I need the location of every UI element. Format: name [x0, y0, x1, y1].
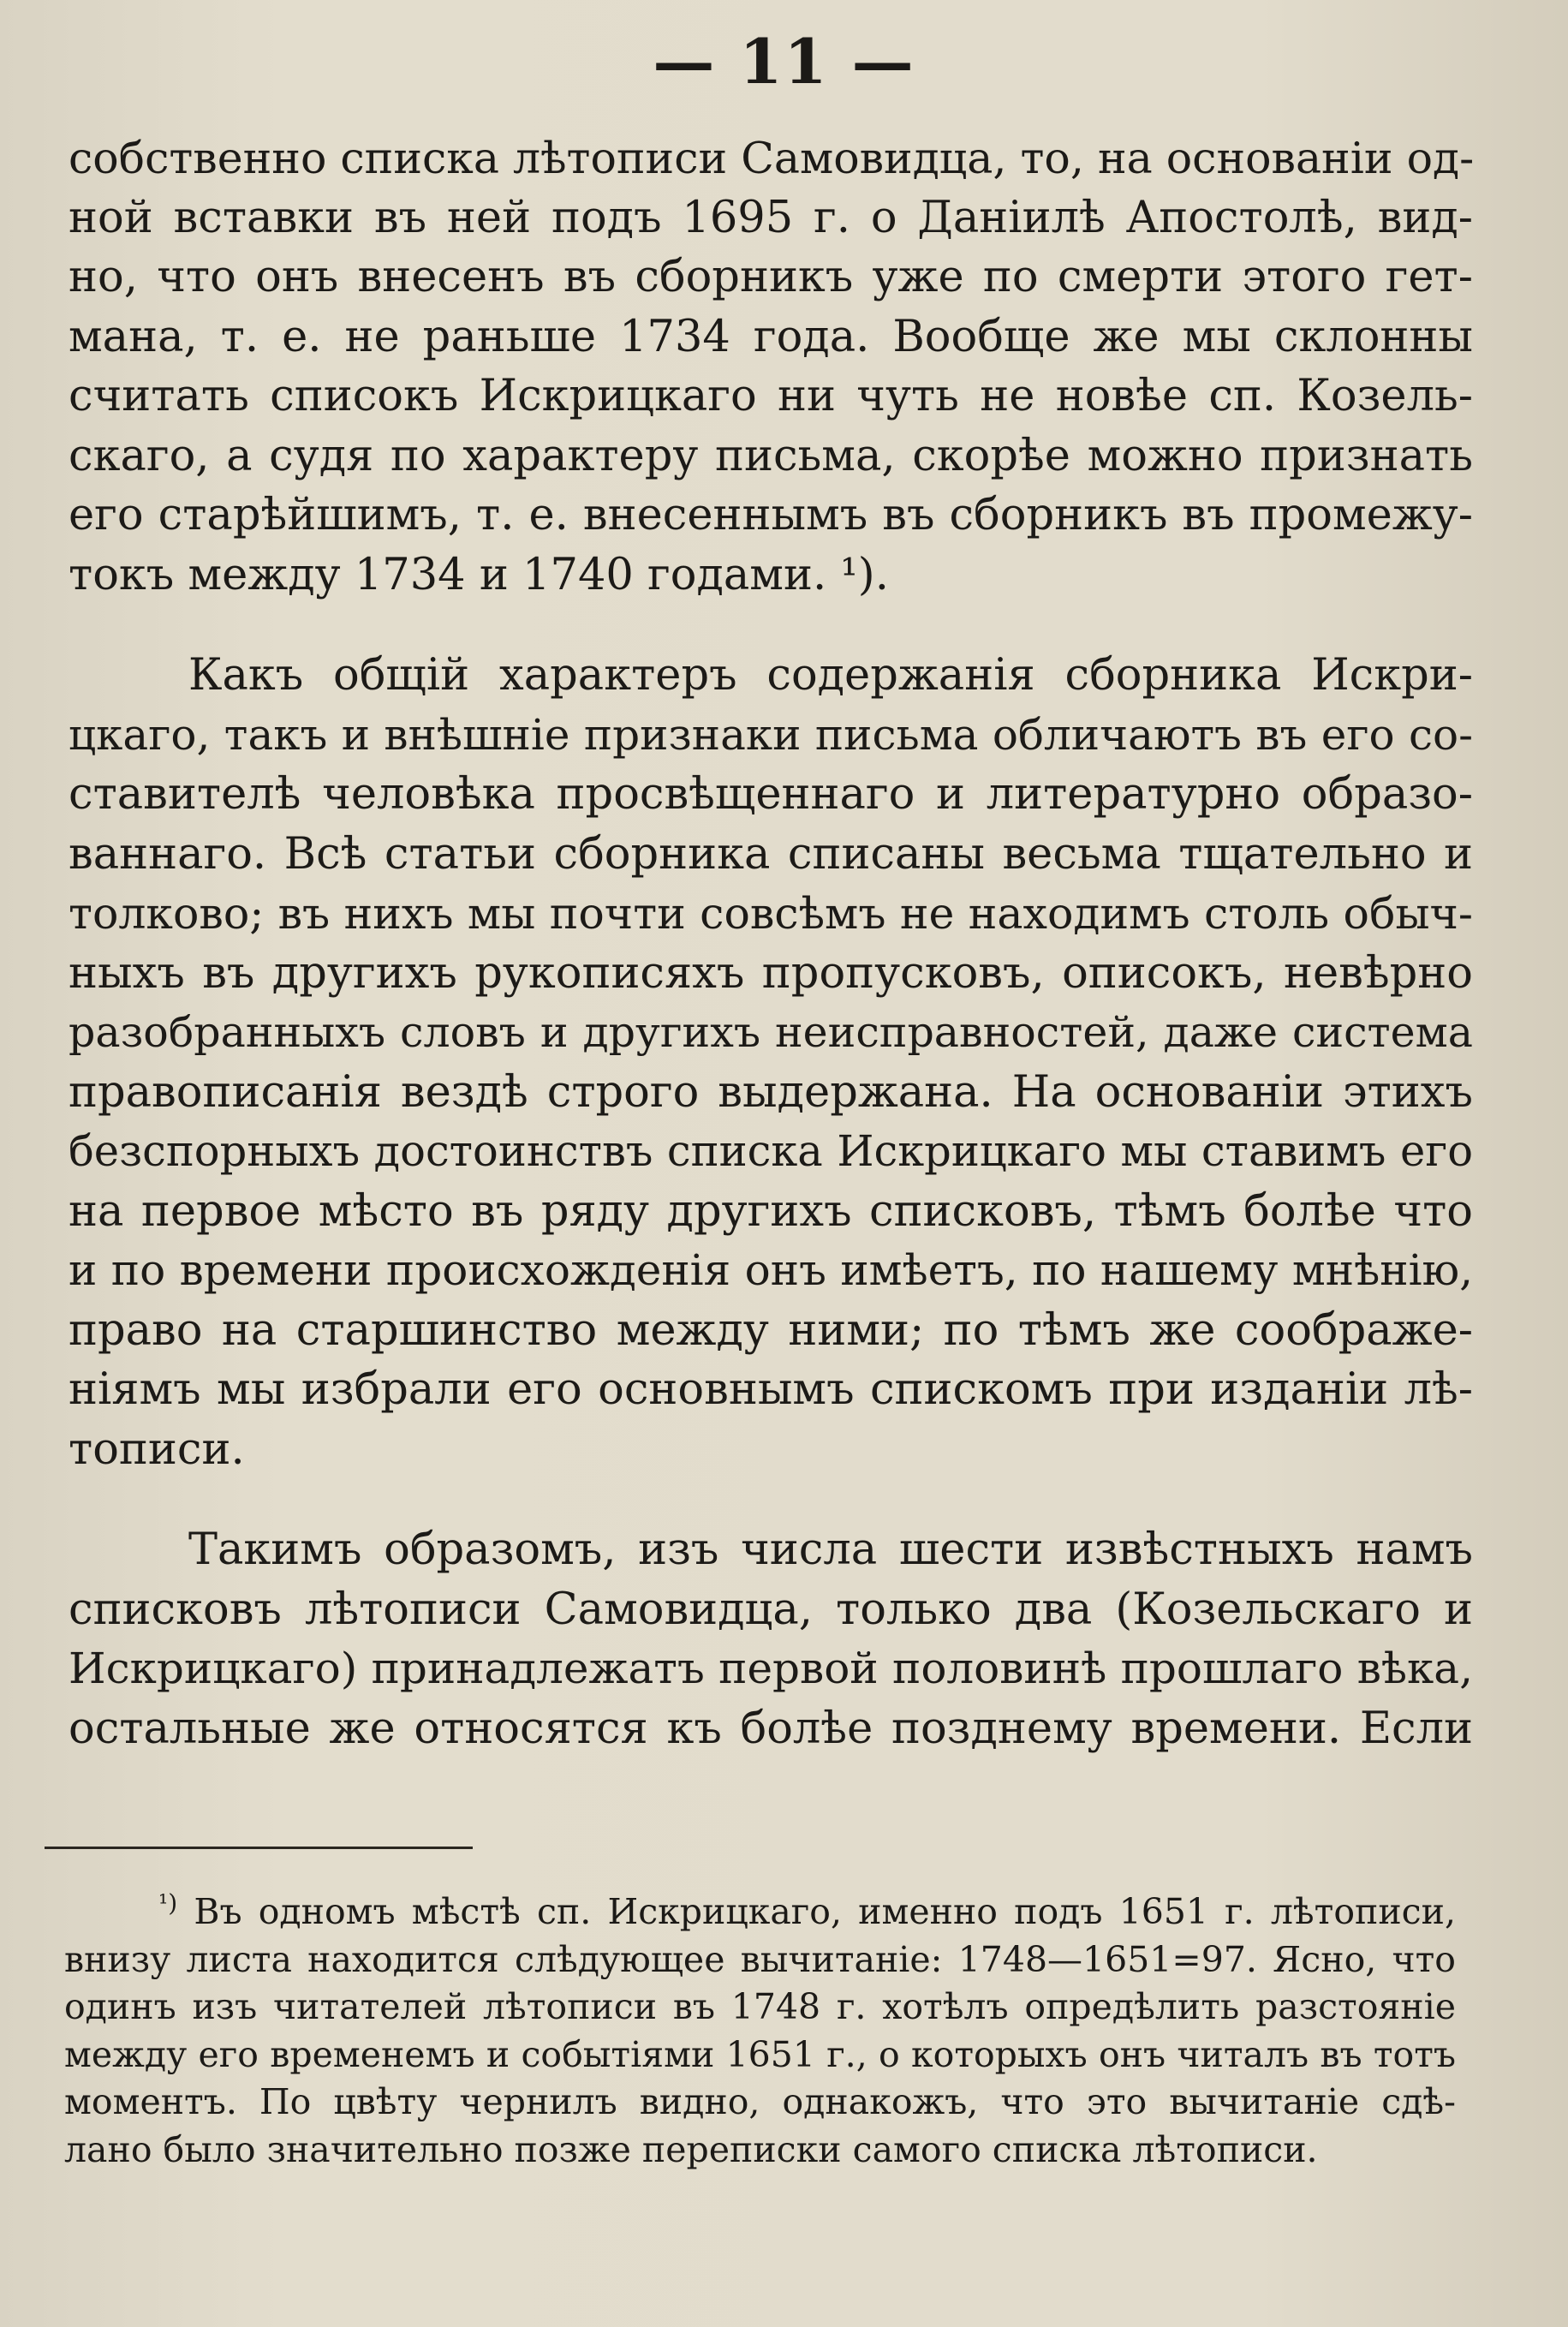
paragraph-2-line-9: безспорныхъ достоинствъ списка Искрицкаго мы ставимъ его — [69, 1126, 1473, 1176]
page-number: — 11 — — [653, 25, 915, 98]
footnote-line-1 — [64, 1888, 1456, 1936]
paragraph-2-line-14: тописи. — [69, 1423, 245, 1475]
paragraph-1-line-2: ной вставки въ ней подъ 1695 г. о Даніилѣ Апостолѣ, вид- — [69, 192, 1473, 243]
paragraph-2-line-2: цкаго, такъ и внѣшніе признаки письма обличаютъ въ его со- — [69, 709, 1473, 760]
footnote-marker: ¹) — [158, 1888, 178, 1918]
paragraph-3-line-3: Искрицкаго) принадлежатъ первой половинѣ прошлаго вѣка, — [69, 1644, 1473, 1693]
footnote-rule — [45, 1847, 473, 1849]
paragraph-3-line-2: списковъ лѣтописи Самовидца, только два (Козельскаго и — [69, 1584, 1473, 1635]
footnote-line-1-text: Въ одномъ мѣстѣ сп. Искрицкаго, именно подъ 1651 г. лѣтописи, — [194, 1891, 1456, 1932]
paragraph-2-line-6: ныхъ въ другихъ рукописяхъ пропусковъ, описокъ, невѣрно — [69, 947, 1473, 999]
paragraph-2-line-7: разобранныхъ словъ и другихъ неисправностей, даже система — [69, 1008, 1473, 1057]
paragraph-2-line-10: на первое мѣсто въ ряду другихъ списковъ, тѣмъ болѣе что — [69, 1185, 1473, 1237]
paragraph-2-line-4: ваннаго. Всѣ статьи сборника списаны весьма тщательно и — [69, 828, 1473, 880]
footnote-line-3: одинъ изъ читателей лѣтописи въ 1748 г. хотѣлъ опредѣлить разстояніе — [64, 1986, 1456, 2027]
paragraph-1-line-5: считать списокъ Искрицкаго ни чуть не новѣе сп. Козель- — [69, 371, 1473, 421]
footnote-line-2: внизу листа находится слѣдующее вычитаніе: 1748—1651=97. Ясно, что — [64, 1938, 1456, 1980]
paragraph-1-line-1: собственно списка лѣтописи Самовидца, то, на основаніи од- — [69, 133, 1475, 183]
paragraph-2-line-12: право на старшинство между ними; по тѣмъ же соображе- — [69, 1304, 1473, 1356]
paragraph-2-line-8: правописанія вездѣ строго выдержана. На основаніи этихъ — [69, 1066, 1473, 1118]
paragraph-1-line-4: мана, т. е. не раньше 1734 года. Вообще же мы склонны — [69, 311, 1473, 362]
body-text — [69, 128, 1473, 1758]
paragraph-3-line-4: остальные же относятся къ болѣе позднему времени. Если — [69, 1703, 1473, 1754]
footnote-line-4: между его временемъ и событіями 1651 г., о которыхъ онъ читалъ въ тотъ — [64, 2033, 1456, 2075]
footnote-line-6: лано было значительно позже переписки самого списка лѣтописи. — [64, 2128, 1318, 2170]
footnote — [64, 1888, 1456, 2174]
paragraph-1-line-8: токъ между 1734 и 1740 годами. ¹). — [69, 549, 889, 600]
paragraph-2-line-5: толково; въ нихъ мы почти совсѣмъ не находимъ столь обыч- — [69, 888, 1473, 939]
paragraph-2-line-1: Какъ общій характеръ содержанія сборника Искри- — [188, 650, 1473, 701]
paragraph-3-line-1: Такимъ образомъ, изъ числа шести извѣстныхъ намъ — [188, 1524, 1473, 1575]
paragraph-1-line-3: но, что онъ внесенъ въ сборникъ уже по смерти этого гет- — [69, 252, 1473, 302]
paragraph-2-line-3: ставителѣ человѣка просвѣщеннаго и литературно образо- — [69, 769, 1473, 820]
paragraph-2-line-13: ніямъ мы избрали его основнымъ спискомъ при изданіи лѣ- — [69, 1364, 1473, 1415]
paragraph-2-line-11: и по времени происхожденія онъ имѣетъ, по нашему мнѣнію, — [69, 1245, 1473, 1295]
footnote-line-5: моментъ. По цвѣту чернилъ видно, однакожъ, что это вычитаніе сдѣ- — [64, 2081, 1456, 2122]
paragraph-1-line-7: его старѣйшимъ, т. е. внесеннымъ въ сборникъ въ промежу- — [69, 490, 1473, 540]
paragraph-1-line-6: скаго, а судя по характеру письма, скорѣе можно признать — [69, 430, 1473, 481]
